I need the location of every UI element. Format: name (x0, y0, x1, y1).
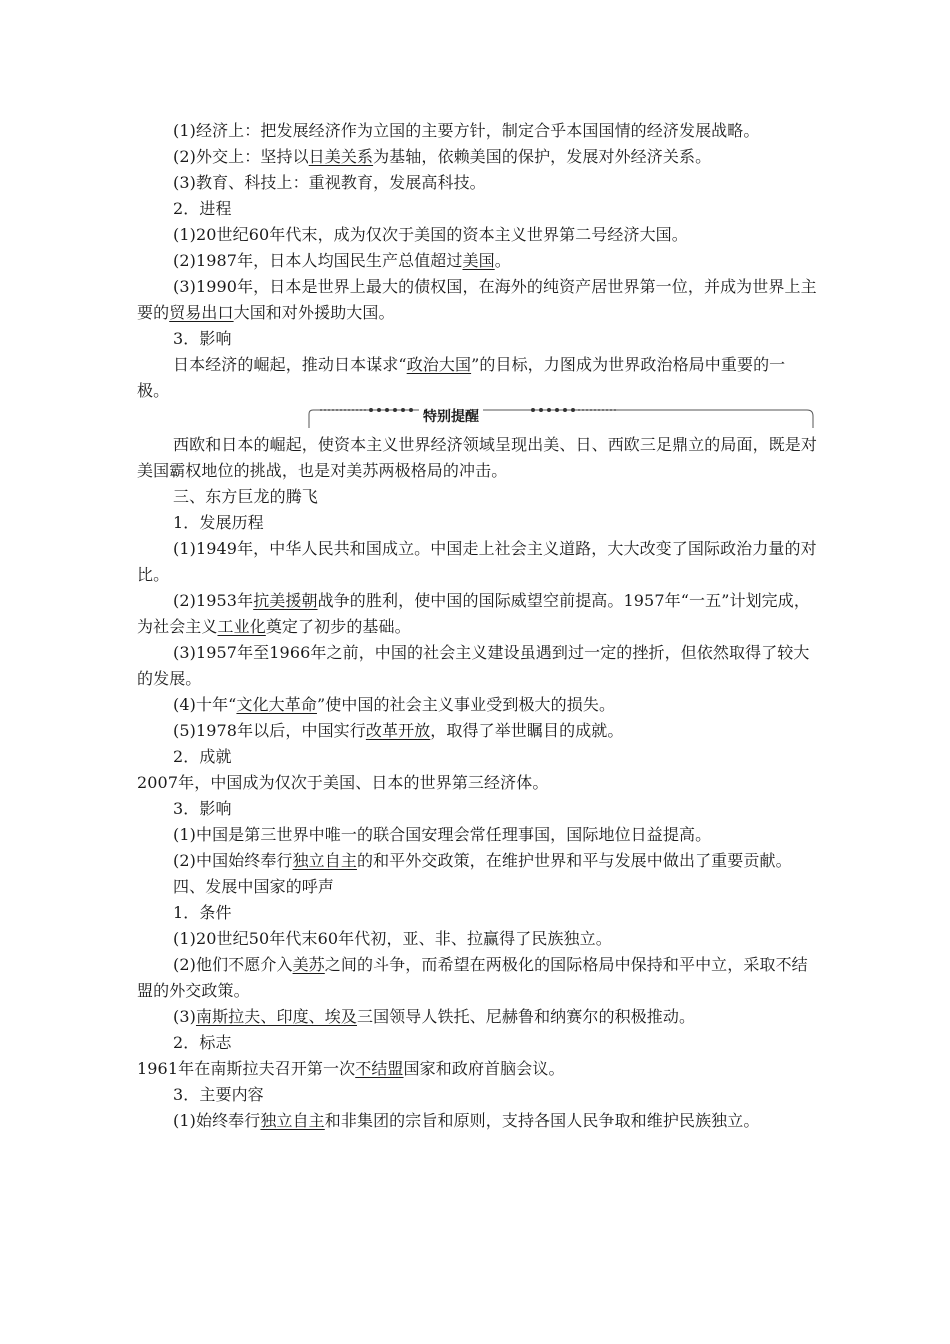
underlined-key-term: 工业化 (217, 617, 266, 636)
text-run: (1)经济上：把发展经济作为立国的主要方针，制定合乎本国国情的经济发展战略。 (173, 121, 760, 140)
text-line (137, 770, 817, 796)
text-run: ，取得了举世瞩目的成就。 (430, 721, 624, 740)
underlined-key-term: 不结盟 (355, 1059, 404, 1078)
text-line (137, 144, 817, 170)
underlined-key-term: 政治大国 (406, 355, 472, 374)
text-run: 2．进程 (173, 199, 232, 218)
text-run: 四、发展中国家的呼声 (173, 877, 335, 896)
text-run: (5)1978年以后，中国实行 (173, 721, 366, 740)
text-line (137, 352, 817, 404)
underlined-key-term: 日美关系 (308, 147, 374, 166)
text-line (137, 196, 817, 222)
text-run: (3)1957年至1966年之前，中国的社会主义建设虽遇到过一定的挫折，但依然取得了较大的发展。 (137, 643, 810, 688)
text-line (137, 510, 817, 536)
text-run: 日本经济的崛起，推动日本谋求“ (173, 355, 407, 374)
text-line (137, 432, 817, 484)
text-run: (2)中国始终奉行 (173, 851, 293, 870)
text-run: (1)始终奉行 (173, 1111, 261, 1130)
text-run: (3)教育、科技上：重视教育，发展高科技。 (173, 173, 486, 192)
special-reminder-banner (137, 406, 817, 432)
underlined-key-term: 独立自主 (260, 1111, 325, 1130)
text-run: (2)1987年，日本人均国民生产总值超过 (173, 251, 463, 270)
text-run: 3．主要内容 (173, 1085, 264, 1104)
text-line (137, 692, 817, 718)
text-run: 2．标志 (173, 1033, 232, 1052)
text-run: 战争的胜利，使中国的国际威望空前提高。1957年“一五”计划完成，为社会主义 (137, 591, 810, 636)
text-line (137, 952, 817, 1004)
text-run: 之间的斗争，而希望在两极化的国际格局中保持和平中立，采取不结盟的外交政策。 (137, 955, 808, 1000)
text-run: 为基轴，依赖美国的保护，发展对外经济关系。 (373, 147, 712, 166)
text-run: (2)1953年 (173, 591, 254, 610)
text-run: 三国领导人铁托、尼赫鲁和纳赛尔的积极推动。 (356, 1007, 696, 1026)
text-run: 3．影响 (173, 329, 232, 348)
text-run: 2007年，中国成为仅次于美国、日本的世界第三经济体。 (137, 773, 549, 792)
text-line (137, 588, 817, 640)
section-china-and-nonaligned (137, 432, 817, 1134)
banner-frame-icon (307, 408, 817, 430)
underlined-key-term: 文化大革命 (236, 695, 317, 714)
text-run: 2．成就 (173, 747, 232, 766)
text-line (137, 926, 817, 952)
section-japan (137, 118, 817, 404)
text-run: 1．发展历程 (173, 513, 264, 532)
text-run: (1)20世纪60年代末，成为仅次于美国的资本主义世界第二号经济大国。 (173, 225, 688, 244)
text-run: ”的目标，力图成为世界政治格局中重要的一极。 (137, 355, 786, 400)
text-line (137, 1082, 817, 1108)
underlined-key-term: 改革开放 (365, 721, 431, 740)
text-run: 三、东方巨龙的腾飞 (173, 487, 318, 506)
text-line (137, 118, 817, 144)
text-run: 1961年在南斯拉夫召开第一次 (137, 1059, 356, 1078)
text-line (137, 796, 817, 822)
underlined-key-term: 美苏 (292, 955, 325, 974)
banner-title: 特别提醒 (419, 407, 483, 427)
text-line (137, 744, 817, 770)
text-run: ”使中国的社会主义事业受到极大的损失。 (316, 695, 616, 714)
text-line (137, 536, 817, 588)
text-run: 奠定了初步的基础。 (265, 617, 411, 636)
text-run: (3) (173, 1007, 196, 1026)
text-line (137, 640, 817, 692)
text-line (137, 274, 817, 326)
underlined-key-term: 美国 (462, 251, 495, 270)
text-line (137, 848, 817, 874)
text-line (137, 484, 817, 510)
text-line (137, 326, 817, 352)
text-run: 大国和对外援助大国。 (233, 303, 395, 322)
text-run: (2)外交上：坚持以 (173, 147, 309, 166)
text-run: 和非集团的宗旨和原则，支持各国人民争取和维护民族独立。 (324, 1111, 760, 1130)
text-line (137, 222, 817, 248)
text-line (137, 718, 817, 744)
underlined-key-term: 贸易出口 (169, 303, 234, 322)
text-line (137, 248, 817, 274)
text-line (137, 1004, 817, 1030)
text-run: (1)1949年，中华人民共和国成立。中国走上社会主义道路，大大改变了国际政治力量的对比。 (137, 539, 817, 584)
text-run: 西欧和日本的崛起，使资本主义世界经济领域呈现出美、日、西欧三足鼎立的局面，既是对美国霸权地位的挑战，也是对美苏两极格局的冲击。 (137, 435, 818, 480)
text-run: (3)1990年，日本是世界上最大的债权国，在海外的纯资产居世界第一位，并成为世界上主要的 (137, 277, 817, 322)
text-line (137, 874, 817, 900)
text-run: 1．条件 (173, 903, 232, 922)
text-run: (1)20世纪50年代末60年代初，亚、非、拉赢得了民族独立。 (173, 929, 612, 948)
underlined-key-term: 抗美援朝 (253, 591, 318, 610)
text-line (137, 1030, 817, 1056)
text-run: 的和平外交政策，在维护世界和平与发展中做出了重要贡献。 (356, 851, 792, 870)
text-run: 国家和政府首脑会议。 (403, 1059, 565, 1078)
text-line (137, 900, 817, 926)
text-line (137, 170, 817, 196)
text-run: (4)十年“ (173, 695, 237, 714)
text-run: (2)他们不愿介入 (173, 955, 293, 974)
text-line (137, 822, 817, 848)
document-body (137, 118, 817, 1134)
text-line (137, 1056, 817, 1082)
text-run: 。 (494, 251, 511, 270)
underlined-key-term: 独立自主 (292, 851, 357, 870)
text-run: 3．影响 (173, 799, 232, 818)
text-run: (1)中国是第三世界中唯一的联合国安理会常任理事国，国际地位日益提高。 (173, 825, 712, 844)
text-line (137, 1108, 817, 1134)
underlined-key-term: 南斯拉夫、印度、埃及 (195, 1007, 357, 1026)
